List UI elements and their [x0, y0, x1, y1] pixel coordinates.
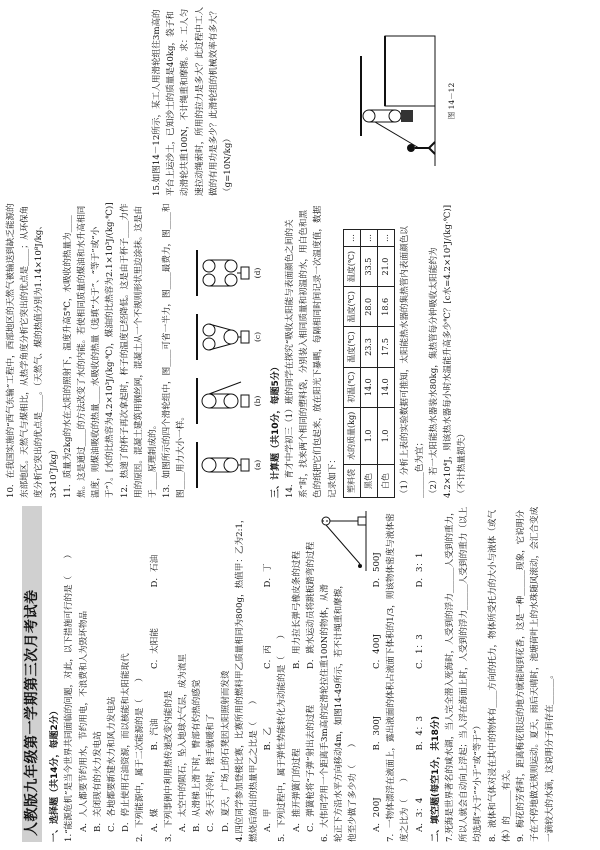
q13-text: 12．热递了的杯子再次拿起时，杯子的温度已经降低。这是由于杯子____力作用的原因。混凝土建筑用钢丝网，混凝土从一个不规则形状里边涂抹。这是由于____原理制成的。: [119, 203, 159, 498]
q4-stem: 4.四位同学参加登楼比赛，比赛所用的燃料甲乙质量相同为800g，热值甲：乙为2:1，燃烧后放出的热量甲乙之比是（ ）: [234, 514, 260, 842]
pulley-system-a-figure: [193, 438, 251, 492]
q6-block: [318, 506, 370, 842]
figure-14-12: [355, 6, 459, 196]
q15-part-2: （2）若一太阳能热水器装水80kg，集热管每分钟吸收太阳能约为4.2×10⁴J，则该热水器每小时水温能升高多少℃？[c水=4.2×10³J/(kg·℃)]（不计热量损失）: [428, 204, 468, 498]
q6-stem: 6．大伟同学用一个距离手3m高的定滑轮拉住重100N的物体，从滑轮正下方沿水平方向移动4m，如图14-49所示，若不计绳重和摩擦，他至少做了多少功（ ）: [320, 580, 359, 842]
pulley-ramp-figure: [318, 506, 370, 576]
pulley-figure-b: [193, 374, 265, 428]
table-cell: 黑色: [361, 465, 378, 498]
q16-text: 15.如图14－12所示，某工人用滑轮组往3m高的平台上运沙土，已知沙土的质量是40kg，袋子和动滑轮共重100N，不计绳重和摩擦。求：工人匀速拉动绳索时，所用的拉力是多大？此过程中工人做的有用功是多少？此滑轮组的机械效率有多大？（g=10N/kg）: [152, 6, 234, 196]
pulley-figure-d: [193, 246, 265, 300]
q5-option-c: C．弹簧枪将“子弹”射出去的过程: [305, 704, 316, 832]
q2-option-a: A．煤: [149, 808, 160, 832]
q1-stem: 1.“能源危机”是当今世界共同面临的问题，对此，以下措施可行的是（ ）: [64, 550, 75, 842]
q3-stem: 3．下列事例中利用热传递改变内能的是: [163, 690, 174, 842]
q1-option-d: D．停止使用石油资源，而以核能和太阳能取代: [121, 653, 132, 832]
q1-option-b: B．关闭现有的火力发电站: [92, 731, 103, 832]
q3-option-b: B．从滑梯上滑下时，臀部有灼热的感觉: [192, 679, 203, 832]
table-row: [361, 229, 378, 497]
pulley-system-d-figure: [193, 246, 251, 300]
pulley-system-c-figure: [193, 310, 251, 364]
q4-option-a: A．甲: [263, 808, 274, 832]
pulley-a-label: (a): [252, 459, 262, 471]
figure-14-12-caption: 图 14－12: [447, 82, 457, 120]
q4-option-d: D．丁: [263, 563, 274, 588]
table-header-cell: …: [343, 229, 360, 246]
table-cell: 28.0: [361, 287, 378, 327]
middle-column: [0, 202, 600, 498]
q4-option-c: C．丙: [263, 645, 274, 669]
q2-option-d: D．石油: [149, 554, 160, 588]
section-1-heading: 一、选择题（共14分，每题2分）: [50, 706, 61, 842]
q6-option-a: A．200J: [372, 797, 383, 832]
q7-option-b: B．4：3: [414, 716, 425, 751]
q6-option-d: D．500J: [372, 552, 383, 588]
q4-option-b: B．乙: [263, 726, 274, 751]
table-cell: …: [361, 229, 378, 246]
q5-options: [290, 506, 318, 842]
pulley-figure-a: [193, 438, 265, 492]
pulley-system-b-figure: [193, 374, 251, 428]
section-3-heading: 三、计算题（共10分，每题5分）: [270, 362, 281, 498]
table-cell: …: [378, 229, 395, 246]
table-header-cell: 初温(℃): [343, 367, 360, 407]
q5-option-a: A．推开弹簧门的过程: [291, 748, 302, 832]
q7-option-d: D．3：1: [414, 552, 425, 588]
table-header-cell: 塑料袋: [343, 465, 360, 498]
q5-stem: 5．下列过程中，属于弹性势能转化为动能的是（ ）: [277, 630, 288, 842]
q2-option-b: B．汽油: [149, 718, 160, 751]
q14-text: 13．如图所示的四个滑轮组中，图____可省一半力，图____最费力，图____和图____用力大小一样。: [162, 203, 187, 498]
q6-option-c: C．400J: [372, 633, 383, 669]
q9-text: 8．液体和气体对浸在其中的物体有____方向的托力，物体所受托力的大小与液体（或气体）的______有关。: [487, 509, 512, 842]
table-cell: 1.0: [378, 407, 395, 464]
pulley-b-label: (b): [252, 395, 262, 407]
q15-stem: 14．育才中学初三（1）班的同学在探究“吸收太阳能与表面颜色之间的关系”时，找来两个相同的塑料袋，分别装入相同质量和初温的水，用白色和黑色的纸把它们包起来，放在阳光下暴晒，每隔相同时间记录一次温度值，数据记录如下：: [285, 205, 338, 498]
q1-option-a: A．人人都要节约用水，节约用电，不浪费和人为毁坏物品: [78, 610, 89, 832]
q3-option-c: C．冬天手冷时，搓手就暖和了: [206, 713, 217, 832]
table-cell: 18.6: [378, 287, 395, 327]
q7-stem: 7．一物体漂浮在液面上，露出液面的体积占液面下体积的1/3，则该物体密度与液体密度之比为（ ）: [386, 513, 411, 842]
pulley-d-label: (d): [252, 267, 262, 279]
q1-option-c: C．各地都要新建水力和风力发电站: [107, 696, 118, 832]
q4-options: [261, 506, 275, 842]
q7-option-a: A．3：4: [414, 797, 425, 832]
q2-options: [148, 506, 162, 842]
table-cell: 33.5: [361, 246, 378, 286]
table-cell: 23.3: [361, 327, 378, 367]
table-header-cell: 温度(℃): [343, 246, 360, 286]
q8-text: 7.死海是世界著名的咸水湖，当人完全潜入死海时，人受到的浮力______人受到的重力，所以人就会自动向上浮起；当人浮在海面上时，人受到的浮力______人受到的重力（以上均选填“大于”“小于”或“等于”）: [445, 506, 484, 842]
page-title: 人教版九年级第一学期第三次月考试卷: [22, 506, 42, 842]
q12-text: 11．质量为2kg的水在太阳的照射下，温度升高5℃，水吸收的热量为____焦。这是通过____的方法改变了水的内能。若使相同质量的煤油和水升高相同温度，则煤油吸收的热量____水吸收的热量（选填“大于”、“等于”或“小于”）。[水的比热容为4.2×10³J/(kg·℃)，煤油的比热容为2.1×10³J/(kg·℃)]: [62, 202, 116, 498]
q11-text: 10．在我国实施的“西气东输”工程中，西部地区的天然气被输送到缺乏能源的东部地区。天然气与煤相比，从热学角度分析它突出的优点是____；从环保角度分析它突出的优点是____。（天然气、煤的热值分别为1.14×10⁸J/kg、3×10⁷J/kg）: [6, 203, 59, 498]
table-cell: 1.0: [361, 407, 378, 464]
q15-part-1: （1）分析上表的实验数据可推知，太阳能热水器的集热管内表面颜色以______色为宜；: [400, 226, 425, 498]
q2-option-c: C．太阳能: [149, 628, 160, 669]
pulley-c-label: (c): [252, 331, 262, 343]
q6-options: [370, 506, 384, 842]
q7-option-c: C．1：3: [414, 634, 425, 669]
table-cell: 14.0: [378, 367, 395, 407]
q6-option-b: B．300J: [372, 715, 383, 751]
q3-option-a: A．太空中的陨石，坠入地球大气层，成为流星: [178, 653, 189, 832]
right-column: [0, 6, 600, 196]
pulley-figures: [193, 202, 265, 492]
table-cell: 17.5: [378, 327, 395, 367]
table-header-cell: 温度(℃): [343, 327, 360, 367]
table-header-row: [343, 229, 360, 497]
table-cell: 白色: [378, 465, 395, 498]
table-header-cell: 水的质量(kg): [343, 407, 360, 464]
q5-option-d: D．跳水运动员将跳板踏弯的过程: [305, 541, 316, 669]
table-row: [378, 229, 395, 497]
table-cell: 14.0: [361, 367, 378, 407]
q2-stem: 2．下列能源中，属于二次能源的是（ ）: [135, 673, 146, 842]
section-2-heading: 二、填空题(每空1分，共18分): [430, 715, 441, 842]
q3-option-d: D．夏天，广场上的石凳因太阳照射而发烫: [220, 670, 231, 832]
table-header-cell: 温度(℃): [343, 287, 360, 327]
q5-option-b: B．用力拉长弹弓橡皮条的过程: [291, 550, 302, 669]
table-cell: 21.0: [378, 246, 395, 286]
q7-options: [413, 506, 427, 842]
left-column: [0, 506, 600, 842]
temperature-table: [343, 229, 396, 498]
q10-text: 9．梅花的芳香时，距离梅花很远的地方就能闻到花香，这是一种______现象，它说明分子在不停地做无规则运动。夏天，雨后天晴时，池塘荷叶上的水珠随风滚动，会汇合变成一滴较大的水滴，这说明分子间存在______。: [516, 506, 555, 842]
worker-pulley-figure: [355, 26, 445, 176]
pulley-figure-c: [193, 310, 265, 364]
